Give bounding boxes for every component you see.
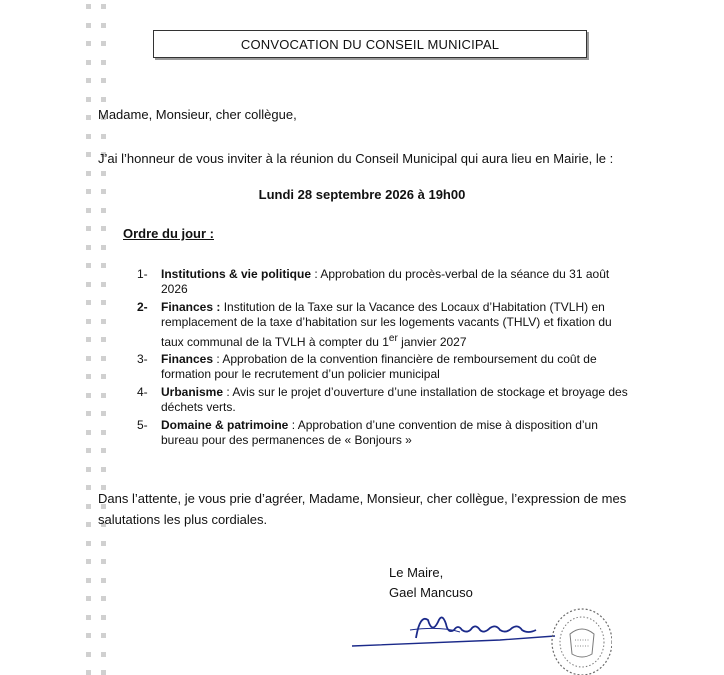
margin-dot: [101, 282, 106, 287]
margin-dot: [101, 60, 106, 65]
agenda-item-heading: Institutions & vie politique: [161, 267, 311, 281]
margin-dot: [101, 374, 106, 379]
margin-dot: [86, 393, 91, 398]
margin-dot: [86, 559, 91, 564]
margin-dot: [86, 245, 91, 250]
margin-dot: [86, 467, 91, 472]
margin-dot: [86, 115, 91, 120]
margin-dot: [101, 208, 106, 213]
margin-dot: [86, 263, 91, 268]
agenda-item-number: 2-: [137, 299, 148, 314]
margin-dot: [86, 282, 91, 287]
agenda-item-text: : Approbation d’une convention de mise à disposition d’un bureau pour des permanences de « Bonjours »: [161, 417, 598, 448]
margin-dot: [86, 171, 91, 176]
agenda-item: [137, 267, 637, 298]
margin-dot: [101, 541, 106, 546]
margin-dot: [86, 208, 91, 213]
margin-dot: [101, 41, 106, 46]
binder-margin: [86, 0, 110, 675]
margin-dot: [86, 60, 91, 65]
agenda-item-number: 3-: [137, 352, 148, 367]
margin-dot: [86, 319, 91, 324]
closing-paragraph: Dans l’attente, je vous prie d’agréer, Madame, Monsieur, cher collègue, l’expression de mes salutations les plus cordiales.: [98, 491, 627, 527]
margin-dot: [101, 615, 106, 620]
margin-dot: [86, 578, 91, 583]
document-title-text: CONVOCATION DU CONSEIL MUNICIPAL: [240, 36, 500, 52]
margin-dot: [101, 171, 106, 176]
margin-dot: [86, 134, 91, 139]
margin-dot: [86, 78, 91, 83]
margin-dot: [86, 448, 91, 453]
margin-dot: [86, 504, 91, 509]
margin-dot: [101, 4, 106, 9]
margin-dot: [86, 522, 91, 527]
margin-dot: [101, 226, 106, 231]
margin-dot: [86, 615, 91, 620]
margin-dot: [101, 559, 106, 564]
margin-dot: [86, 670, 91, 675]
agenda-item-body: [161, 300, 637, 350]
margin-dot: [101, 300, 106, 305]
agenda-item-superscript: er: [388, 332, 398, 344]
agenda-item-heading: Urbanisme: [161, 384, 224, 399]
agenda-item-text: : Approbation du procès-verbal de la séance du 31 août 2026: [161, 267, 610, 297]
agenda-item: [137, 300, 637, 350]
agenda-item-number: 1-: [137, 267, 148, 281]
meeting-date: Lundi 28 septembre 2026 à 19h00: [258, 187, 466, 202]
margin-dot: [86, 485, 91, 490]
agenda-item-text-end: janvier 2027: [397, 334, 467, 349]
margin-dot: [101, 596, 106, 601]
signer-block: [389, 563, 473, 603]
signer-role: Le Maire,: [389, 565, 444, 580]
signer-name: Gael Mancuso: [389, 585, 473, 600]
margin-dot: [86, 23, 91, 28]
agenda-item-body: [161, 352, 637, 383]
margin-dot: [101, 430, 106, 435]
document-title: [153, 30, 587, 58]
margin-dot: [86, 41, 91, 46]
margin-dot: [101, 670, 106, 675]
agenda-item-text: : Approbation de la convention financière de remboursement du coût de formation pour le recrutement d’un policier municipal: [161, 352, 597, 382]
margin-dot: [86, 300, 91, 305]
agenda-item-heading: Finances: [161, 352, 214, 367]
mairie-seal-stamp: [542, 598, 612, 675]
agenda-item: [137, 418, 637, 449]
margin-dot: [86, 430, 91, 435]
margin-dot: [86, 633, 91, 638]
margin-dot: [86, 356, 91, 361]
agenda-item-text: : Avis sur le projet d’ouverture d’une installation de stockage et broyage des déchets verts.: [161, 384, 628, 415]
agenda-item-body: [161, 418, 637, 449]
margin-dot: [86, 652, 91, 657]
margin-dot: [101, 356, 106, 361]
margin-dot: [86, 337, 91, 342]
margin-dot: [101, 578, 106, 583]
margin-dot: [86, 97, 91, 102]
margin-dot: [101, 337, 106, 342]
margin-dot: [101, 467, 106, 472]
agenda-item-text: Institution de la Taxe sur la Vacance des Locaux d’Habitation (TVLH) en remplacement de la taxe d’habitation sur les logements vacants (THLV) et fixation du taux communal de la TVLH à compter du 1: [161, 299, 612, 349]
agenda-item: [137, 352, 637, 383]
agenda-item-heading: Finances :: [161, 299, 221, 314]
agenda-item-body: [161, 267, 637, 298]
agenda-item: [137, 385, 637, 416]
agenda-item-body: [161, 385, 637, 416]
margin-dot: [86, 411, 91, 416]
margin-dot: [86, 374, 91, 379]
salutation: Madame, Monsieur, cher collègue,: [98, 107, 297, 122]
margin-dot: [86, 596, 91, 601]
agenda-item-number: 4-: [137, 384, 148, 399]
margin-dot: [101, 134, 106, 139]
margin-dot: [101, 97, 106, 102]
margin-dot: [101, 448, 106, 453]
margin-dot: [86, 226, 91, 231]
margin-dot: [101, 633, 106, 638]
margin-dot: [101, 393, 106, 398]
margin-dot: [101, 263, 106, 268]
margin-dot: [101, 245, 106, 250]
margin-dot: [86, 541, 91, 546]
margin-dot: [101, 319, 106, 324]
agenda-title: Ordre du jour :: [123, 226, 214, 241]
intro-paragraph: J’ai l’honneur de vous inviter à la réunion du Conseil Municipal qui aura lieu en Mairie, le :: [98, 151, 614, 166]
margin-dot: [101, 411, 106, 416]
agenda-item-number: 5-: [137, 417, 148, 432]
margin-dot: [86, 4, 91, 9]
agenda-item-heading: Domaine & patrimoine: [161, 417, 289, 432]
margin-dot: [101, 652, 106, 657]
agenda-list: [137, 267, 637, 450]
margin-dot: [86, 152, 91, 157]
margin-dot: [101, 23, 106, 28]
margin-dot: [101, 78, 106, 83]
